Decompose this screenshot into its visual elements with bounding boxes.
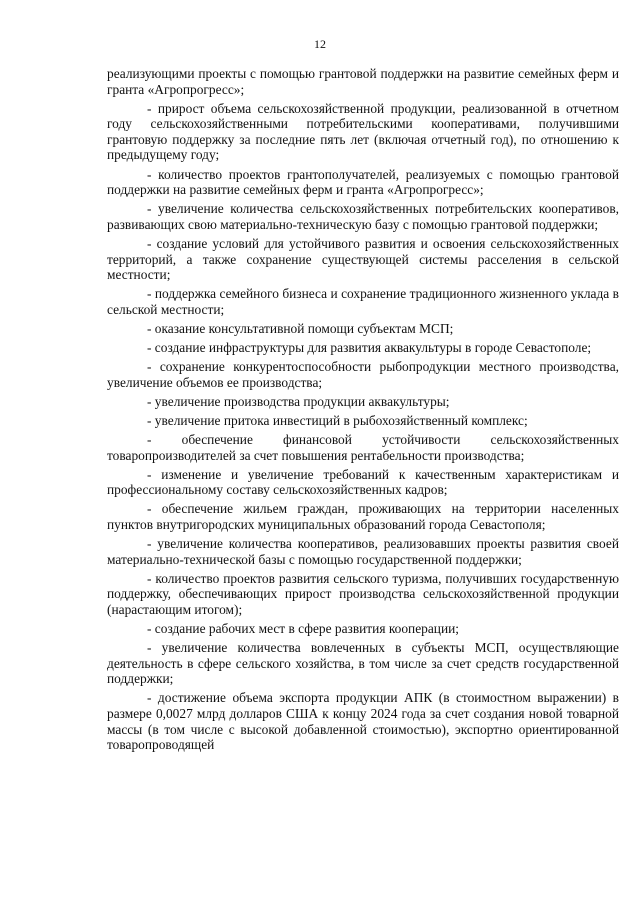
list-item: - увеличение производства продукции аквакультуры; [147,393,450,409]
list-item: - оказание консультативной помощи субъектам МСП; [147,320,454,336]
list-item: - сохранение конкурентоспособности рыбопродукции местного производства, увеличение объемов ее производства; [107,359,619,390]
list-item: - поддержка семейного бизнеса и сохранение традиционного жизненного уклада в сельской местности; [107,286,619,317]
list-item: - создание инфраструктуры для развития аквакультуры в городе Севастополе; [147,340,592,355]
list-item: - создание рабочих мест в сфере развития кооперации; [147,621,460,636]
list-item: - достижение объема экспорта продукции АПК (в стоимостном выражении) в размере 0,0027 млрд долларов США к концу 2024 года за счет создания новой товарной массы (в том числе с высокой добавленной стоимостью), экспортно ориентированной товаропроводящей [107,690,619,753]
list-item: - обеспечение жильем граждан, проживающих на территории населенных пунктов внутригородских муниципальных образований города Севастополя; [107,501,619,532]
list-item: - обеспечение финансовой устойчивости сельскохозяйственных товаропроизводителей за счет повышения рентабельности производства; [107,431,619,463]
list-item: - количество проектов грантополучателей, реализуемых с помощью грантовой поддержки на развитие семейных ферм и гранта «Агропрогресс»; [107,166,619,198]
list-item: - создание условий для устойчивого развития и освоения сельскохозяйственных территорий, а также сохранение существующей системы расселения в сельской местности; [107,235,619,283]
list-item: - увеличение количества вовлеченных в субъекты МСП, осуществляющие деятельность в сфере сельского хозяйства, в том числе за счет средств государственной поддержки; [107,640,619,687]
document-body [107,66,619,756]
paragraph: реализующими проекты с помощью грантовой поддержки на развитие семейных ферм и гранта «Агропрогресс»; [107,66,619,97]
list-item: - увеличение притока инвестиций в рыбохозяйственный комплекс; [147,412,528,428]
list-item: - увеличение количества сельскохозяйственных потребительских кооперативов, развивающих свою материально-техническую базу с помощью грантовой поддержки; [107,201,619,232]
list-item: - прирост объема сельскохозяйственной продукции, реализованной в отчетном году сельскохозяйственными потребительскими кооперативами, получившими грантовую поддержку за последние пять лет (включая отчетный год), по отношению к предыдущему году; [107,100,619,163]
list-item: - увеличение количества кооперативов, реализовавших проекты развития своей материально-технической базы с помощью государственной поддержки; [107,536,619,567]
page-number: 12 [314,37,326,51]
list-item: - изменение и увеличение требований к качественным характеристикам и профессиональному составу сельскохозяйственных кадров; [107,466,619,498]
list-item: - количество проектов развития сельского туризма, получивших государственную поддержку, обеспечивающих прирост производства сельскохозяйственной продукции (нарастающим итогом); [107,570,619,617]
